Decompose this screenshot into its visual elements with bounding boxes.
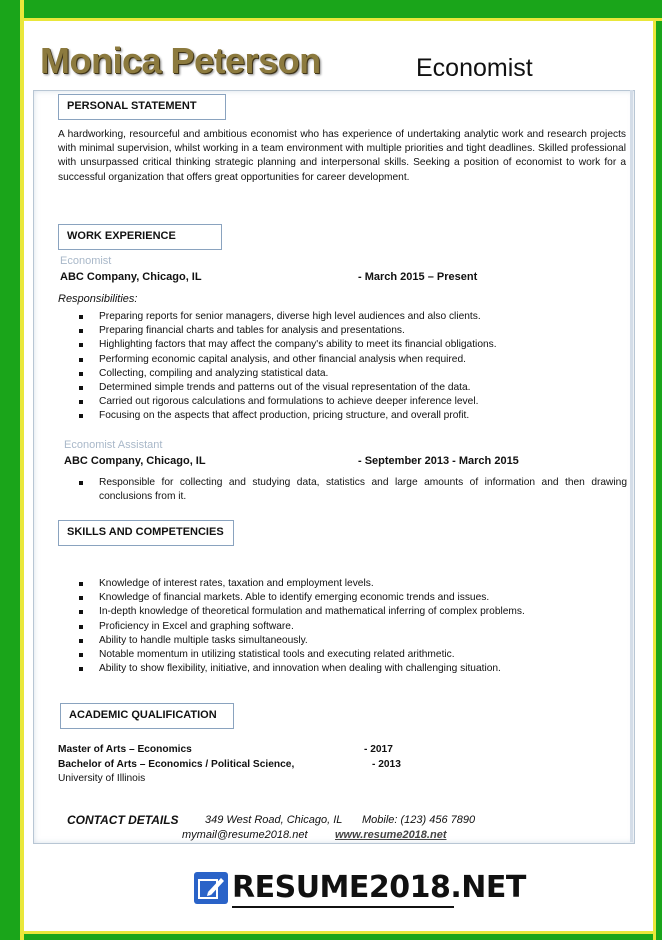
school-name: University of Illinois bbox=[58, 773, 146, 784]
list-item: Collecting, compiling and analyzing statistical data. bbox=[79, 367, 627, 381]
list-item: Knowledge of financial markets. Able to identify emerging economic trends and issues. bbox=[79, 591, 627, 605]
degree-2-year: - 2013 bbox=[372, 759, 401, 770]
frame-border-left bbox=[0, 0, 20, 940]
contact-email[interactable]: mymail@resume2018.net bbox=[182, 829, 308, 841]
list-item: Carried out rigorous calculations and formulations to achieve deeper inference level. bbox=[79, 395, 627, 409]
list-item: Notable momentum in utilizing statistical tools and executing related arithmetic. bbox=[79, 648, 627, 662]
job-title-2: Economist Assistant bbox=[64, 439, 163, 451]
job-company-2: ABC Company, Chicago, IL bbox=[64, 455, 206, 467]
list-item: In-depth knowledge of theoretical formulation and mathematical inferring of complex problems. bbox=[79, 605, 627, 619]
responsibilities-list-1 bbox=[79, 310, 627, 424]
job-dates-1: - March 2015 – Present bbox=[358, 271, 478, 283]
list-item: Determined simple trends and patterns out of the visual representation of the data. bbox=[79, 381, 627, 395]
panel-edge bbox=[630, 90, 633, 842]
contact-website-link[interactable]: www.resume2018.net bbox=[335, 829, 447, 841]
candidate-job-title: Economist bbox=[416, 54, 533, 82]
resume-panel bbox=[33, 90, 635, 844]
degree-1-name: Master of Arts – Economics bbox=[58, 744, 192, 755]
responsibilities-list-2 bbox=[79, 476, 627, 504]
frame-border-right bbox=[656, 0, 662, 940]
frame-border-bottom bbox=[0, 934, 662, 940]
list-item: Ability to show flexibility, initiative, and innovation when dealing with challenging situation. bbox=[79, 662, 627, 676]
responsibilities-label: Responsibilities: bbox=[58, 293, 138, 305]
job-dates-2: - September 2013 - March 2015 bbox=[358, 455, 519, 467]
job-title-1: Economist bbox=[60, 255, 112, 267]
degree-2-name: Bachelor of Arts – Economics / Political Science, bbox=[58, 759, 295, 770]
contact-phone: Mobile: (123) 456 7890 bbox=[362, 814, 476, 826]
list-item: Performing economic capital analysis, and other financial analysis when required. bbox=[79, 353, 627, 367]
contact-address: 349 West Road, Chicago, IL bbox=[205, 814, 343, 826]
brand-logo-underline bbox=[232, 906, 454, 908]
list-item: Focusing on the aspects that affect production, pricing structure, and overall profit. bbox=[79, 409, 627, 423]
list-item: Preparing financial charts and tables for analysis and presentations. bbox=[79, 324, 627, 338]
list-item: Knowledge of interest rates, taxation and employment levels. bbox=[79, 577, 627, 591]
list-item: Ability to handle multiple tasks simultaneously. bbox=[79, 634, 627, 648]
personal-statement-text: A hardworking, resourceful and ambitious economist who has experience of undertaking analytic work and research projects with minimal supervision, whilst working in a team environment with multiple priorities and tight deadlines. Skilled professional with unsurpassed critical thinking strategic planning and interpersonal skills. Seeking a position of economist to work for a successful organization that offers great opportunities for career development. bbox=[58, 129, 626, 183]
frame-inner-bottom bbox=[20, 931, 656, 934]
list-item: Responsible for collecting and studying data, statistics and large amounts of information and then drawing conclusions from it. bbox=[79, 476, 627, 504]
brand-logo-text: RESUME2018.NET bbox=[232, 870, 526, 905]
contact-heading: CONTACT DETAILS bbox=[67, 813, 179, 827]
list-item: Proficiency in Excel and graphing software. bbox=[79, 620, 627, 634]
degree-1-year: - 2017 bbox=[364, 744, 393, 755]
section-heading-skills: SKILLS AND COMPETENCIES bbox=[58, 520, 234, 546]
candidate-name: Monica Peterson bbox=[40, 40, 321, 81]
frame-inner-top bbox=[20, 18, 662, 21]
job-company-1: ABC Company, Chicago, IL bbox=[60, 271, 202, 283]
section-heading-work-experience: WORK EXPERIENCE bbox=[58, 224, 222, 250]
section-heading-education: ACADEMIC QUALIFICATION bbox=[60, 703, 234, 729]
list-item: Preparing reports for senior managers, diverse high level audiences and also clients. bbox=[79, 310, 627, 324]
frame-inner-right bbox=[653, 18, 656, 940]
section-heading-personal-statement: PERSONAL STATEMENT bbox=[58, 94, 226, 120]
skills-list bbox=[79, 577, 627, 676]
pencil-note-icon bbox=[194, 872, 228, 904]
frame-inner-left bbox=[20, 0, 24, 940]
list-item: Highlighting factors that may affect the company's ability to meet its financial obligations. bbox=[79, 338, 627, 352]
frame-border-top bbox=[0, 0, 662, 18]
